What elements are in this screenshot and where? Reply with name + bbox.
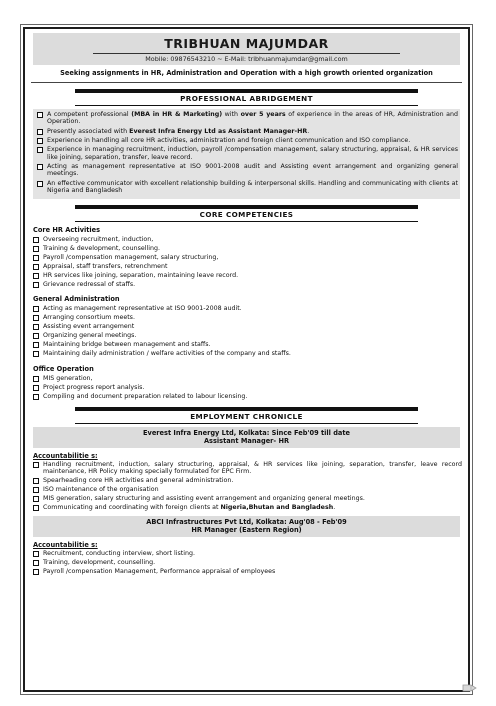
resume-header (33, 33, 460, 65)
list-item: Communicating and coordinating with foreign clients at Nigeria,Bhutan and Bangladesh. (31, 504, 462, 511)
section-divider (75, 205, 418, 209)
list-item: A competent professional (MBA in HR & Marketing) with over 5 years of experience in the areas of HR, Administration and Operation. (35, 111, 458, 125)
list-item: Experience in managing recruitment, induction, payroll /compensation management, salary structuring, appraisal, & HR services like joining, separation, transfer, leave record. (35, 146, 458, 160)
section-divider (75, 89, 418, 93)
list-item: Maintaining daily administration / welfare activities of the company and staffs. (31, 350, 462, 357)
list-item: Handling recruitment, induction, salary structuring, appraisal, & HR services like joining, separation, transfer, leave record maintenance, HR Policy making specially formulated for EPC Firm. (31, 461, 462, 475)
list-item: Compiling and document preparation related to labour licensing. (31, 393, 462, 400)
list-item: ISO maintenance of the organisation (31, 486, 462, 493)
list-item: Presently associated with Everest Infra Energy Ltd as Assistant Manager-HR. (35, 128, 458, 135)
list-item: Training, development, counselling. (31, 559, 462, 566)
section-title-employment: EMPLOYMENT CHRONICLE (190, 411, 303, 421)
job-heading (33, 427, 460, 448)
core-hr-list (31, 236, 462, 288)
list-item: Organizing general meetings. (31, 332, 462, 339)
list-item: MIS generation, (31, 375, 462, 382)
office-operation-list (31, 375, 462, 400)
list-item: An effective communicator with excellent relationship building & interpersonal skills. Handling and communicating with clients at Nigeria and Bangladesh (35, 180, 458, 194)
job-company-line: Everest Infra Energy Ltd, Kolkata: Since Feb'09 till date (143, 428, 350, 437)
career-objective: Seeking assignments in HR, Administration and Operation with a high growth oriented organization (31, 65, 462, 83)
section-divider (75, 105, 418, 106)
job-role-line: HR Manager (Eastern Region) (191, 526, 302, 535)
job-heading (33, 516, 460, 537)
section-title-abridgement: PROFESSIONAL ABRIDGEMENT (180, 94, 313, 103)
section-divider (75, 221, 418, 222)
general-admin-list (31, 305, 462, 357)
list-item: Project progress report analysis. (31, 384, 462, 391)
list-item: Assisting event arrangement (31, 323, 462, 330)
list-item: Acting as management representative at ISO 9001-2008 audit and Assisting event arrangement and organizing general meetings. (35, 163, 458, 177)
list-item: Spearheading core HR activities and general administration. (31, 477, 462, 484)
list-item: Grievance redressal of staffs. (31, 281, 462, 288)
contact-line: Mobile: 09876543210 ~ E-Mail: tribhuanmajumdar@gmail.com (93, 53, 400, 63)
list-item: Appraisal, staff transfers, retrenchment (31, 263, 462, 270)
section-title-competencies: CORE COMPETENCIES (199, 210, 294, 220)
list-item: Overseeing recruitment, induction, (31, 236, 462, 243)
job-role-line: Assistant Manager- HR (203, 436, 290, 445)
page-curl-icon (462, 682, 478, 694)
list-item: Payroll /compensation management, salary structuring, (31, 254, 462, 261)
section-divider (75, 423, 418, 424)
group-title: Core HR Activities (33, 226, 101, 235)
group-title: General Administration (33, 295, 120, 304)
list-item: Acting as management representative at ISO 9001-2008 audit. (31, 305, 462, 312)
candidate-name: TRIBHUAN MAJUMDAR (164, 36, 329, 51)
list-item: Arranging consortium meets. (31, 314, 462, 321)
accountabilities-label: Accountabilitie s: (33, 451, 98, 460)
resume-page (23, 27, 470, 692)
list-item: Training & development, counselling. (31, 245, 462, 252)
list-item: Experience in handling all core HR activities, administration and foreign client communication and ISO compliance. (35, 137, 458, 144)
job-duties-list (31, 550, 462, 575)
job-duties-list (31, 461, 462, 511)
list-item: Payroll /compensation Management, Performance appraisal of employees (31, 568, 462, 575)
list-item: Recruitment, conducting interview, short listing. (31, 550, 462, 557)
abridgement-block (33, 109, 460, 199)
list-item: Maintaining bridge between management and staffs. (31, 341, 462, 348)
accountabilities-label: Accountabilitie s: (33, 541, 98, 550)
section-divider (75, 407, 418, 411)
job-company-line: ABCI Infrastructures Pvt Ltd, Kolkata: Aug'08 - Feb'09 (146, 518, 347, 527)
abridgement-list (35, 111, 458, 194)
list-item: MIS generation, salary structuring and assisting event arrangement and organizing general meetings. (31, 495, 462, 502)
group-title: Office Operation (33, 364, 94, 373)
list-item: HR services like joining, separation, maintaining leave record. (31, 272, 462, 279)
